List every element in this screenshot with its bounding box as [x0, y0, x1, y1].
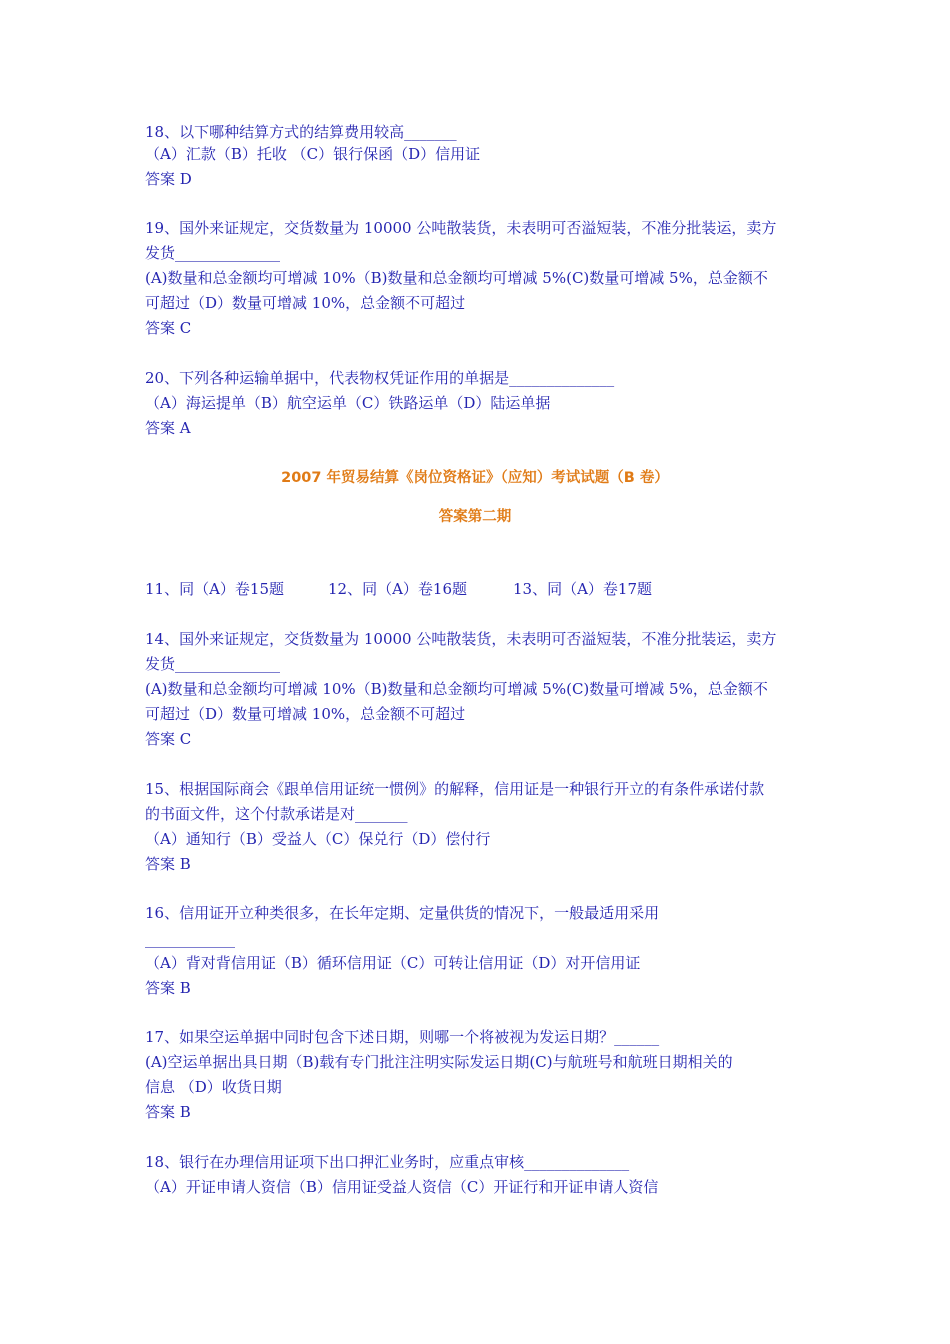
q18-question: 18、以下哪种结算方式的结算费用较高_______	[145, 123, 457, 141]
q16-answer: 答案 B	[145, 979, 191, 997]
q15-answer: 答案 B	[145, 855, 191, 873]
exam-subtitle: 答案第二期	[438, 509, 512, 525]
q14-answer: 答案 C	[145, 730, 192, 748]
same-ref-11: 11、同（A）卷15题	[145, 580, 285, 598]
same-refs-row	[145, 579, 652, 599]
same-ref-13: 13、同（A）卷17题	[513, 580, 653, 598]
q14-question-line2: 发货______________	[145, 655, 281, 673]
q14-options-line1: (A)数量和总金额均可增减 10%（B)数量和总金额均可增减 5%(C)数量可增减 5%，总金额不	[145, 680, 768, 698]
q20-options: （A）海运提单（B）航空运单（C）铁路运单（D）陆运单据	[145, 394, 551, 412]
q17-options-line1: (A)空运单据出具日期（B)载有专门批注注明实际发运日期(C)与航班号和航班日期相关的	[145, 1053, 733, 1071]
q19-options-line1: (A)数量和总金额均可增减 10%（B)数量和总金额均可增减 5%(C)数量可增减 5%，总金额不	[145, 269, 768, 287]
q19-answer: 答案 C	[145, 319, 192, 337]
q18-options: （A）汇款（B）托收 （C）银行保函（D）信用证	[145, 145, 481, 163]
q19-question-line2: 发货______________	[145, 244, 281, 262]
q20-answer: 答案 A	[145, 419, 191, 437]
q18b-question: 18、银行在办理信用证项下出口押汇业务时，应重点审核______________	[145, 1153, 630, 1171]
q16-question-line1: 16、信用证开立种类很多，在长年定期、定量供货的情况下，一般最适用采用	[145, 904, 660, 922]
q18-answer: 答案 D	[145, 170, 192, 188]
q18b-options: （A）开证申请人资信（B）信用证受益人资信（C）开证行和开证申请人资信	[145, 1178, 659, 1196]
q17-question: 17、如果空运单据中同时包含下述日期，则哪一个将被视为发运日期？______	[145, 1028, 660, 1046]
q15-options: （A）通知行（B）受益人（C）保兑行（D）偿付行	[145, 830, 491, 848]
q15-question-line2: 的书面文件，这个付款承诺是对_______	[145, 805, 408, 823]
q16-options: （A）背对背信用证（B）循环信用证（C）可转让信用证（D）对开信用证	[145, 954, 641, 972]
q14-options-line2: 可超过（D）数量可增减 10%，总金额不可超过	[145, 705, 466, 723]
same-ref-12: 12、同（A）卷16题	[328, 580, 468, 598]
q20-question: 20、下列各种运输单据中，代表物权凭证作用的单据是______________	[145, 369, 615, 387]
q19-options-line2: 可超过（D）数量可增减 10%，总金额不可超过	[145, 294, 466, 312]
q16-question-line2: ____________	[145, 930, 235, 948]
q17-answer: 答案 B	[145, 1103, 191, 1121]
q15-question-line1: 15、根据国际商会《跟单信用证统一惯例》的解释，信用证是一种银行开立的有条件承诺付款	[145, 780, 765, 798]
q17-options-line2: 信息 （D）收货日期	[145, 1078, 282, 1096]
exam-title: 2007 年贸易结算《岗位资格证》（应知）考试试题（B 卷）	[281, 470, 669, 486]
q19-question-line1: 19、国外来证规定，交货数量为 10000 公吨散装货，未表明可否溢短装，不准分批装运，卖方	[145, 219, 777, 237]
q14-question-line1: 14、国外来证规定，交货数量为 10000 公吨散装货，未表明可否溢短装，不准分批装运，卖方	[145, 630, 777, 648]
